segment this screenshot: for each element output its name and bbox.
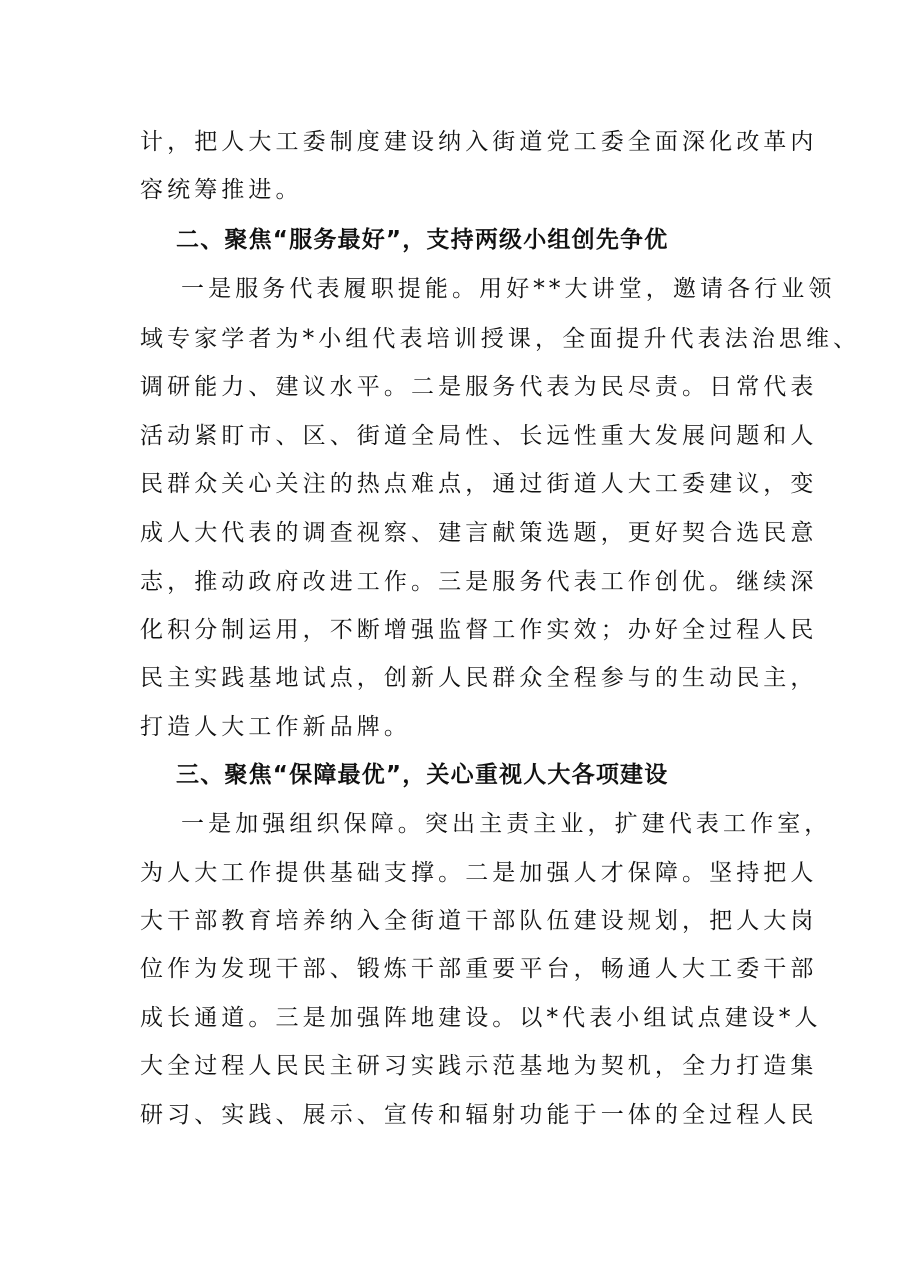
section-heading-3: 三、聚焦“保障最优”，关心重视人大各项建设 xyxy=(176,762,669,788)
paragraph-line: 大全过程人民民主研习实践示范基地为契机，全力打造集 xyxy=(140,1053,818,1079)
paragraph-line: 调研能力、建议水平。二是服务代表为民尽责。日常代表 xyxy=(140,374,818,400)
paragraph-line: 活动紧盯市、区、街道全局性、长远性重大发展问题和人 xyxy=(140,423,818,449)
paragraph-line: 研习、实践、展示、宣传和辐射功能于一体的全过程人民 xyxy=(140,1102,818,1128)
paragraph-line: 容统筹推进。 xyxy=(140,177,303,203)
paragraph-line: 域专家学者为*小组代表培训授课，全面提升代表法治思维、 xyxy=(140,326,861,352)
paragraph-line: 民主实践基地试点，创新人民群众全程参与的生动民主， xyxy=(140,665,818,691)
paragraph-line: 化积分制运用，不断增强监督工作实效；办好全过程人民 xyxy=(140,617,818,643)
paragraph-line: 位作为发现干部、锻炼干部重要平台，畅通人大工委干部 xyxy=(140,956,818,982)
section-heading-2: 二、聚焦“服务最好”，支持两级小组创先争优 xyxy=(176,227,669,253)
paragraph-line: 志，推动政府改进工作。三是服务代表工作创优。继续深 xyxy=(140,569,818,595)
paragraph-line: 民群众关心关注的热点难点，通过街道人大工委建议，变 xyxy=(140,471,818,497)
paragraph-line: 成长通道。三是加强阵地建设。以*代表小组试点建设*人 xyxy=(140,1005,822,1031)
paragraph-line: 打造人大工作新品牌。 xyxy=(140,714,411,740)
paragraph-line: 为人大工作提供基础支撑。二是加强人才保障。坚持把人 xyxy=(140,860,818,886)
paragraph-line: 一是加强组织保障。突出主责主业，扩建代表工作室， xyxy=(181,811,832,837)
paragraph-line: 一是服务代表履职提能。用好**大讲堂，邀请各行业领 xyxy=(181,276,836,302)
paragraph-line: 大干部教育培养纳入全街道干部队伍建设规划，把人大岗 xyxy=(140,908,818,934)
paragraph-line: 计，把人大工委制度建设纳入街道党工委全面深化改革内 xyxy=(140,129,818,155)
paragraph-line: 成人大代表的调查视察、建言献策选题，更好契合选民意 xyxy=(140,520,818,546)
